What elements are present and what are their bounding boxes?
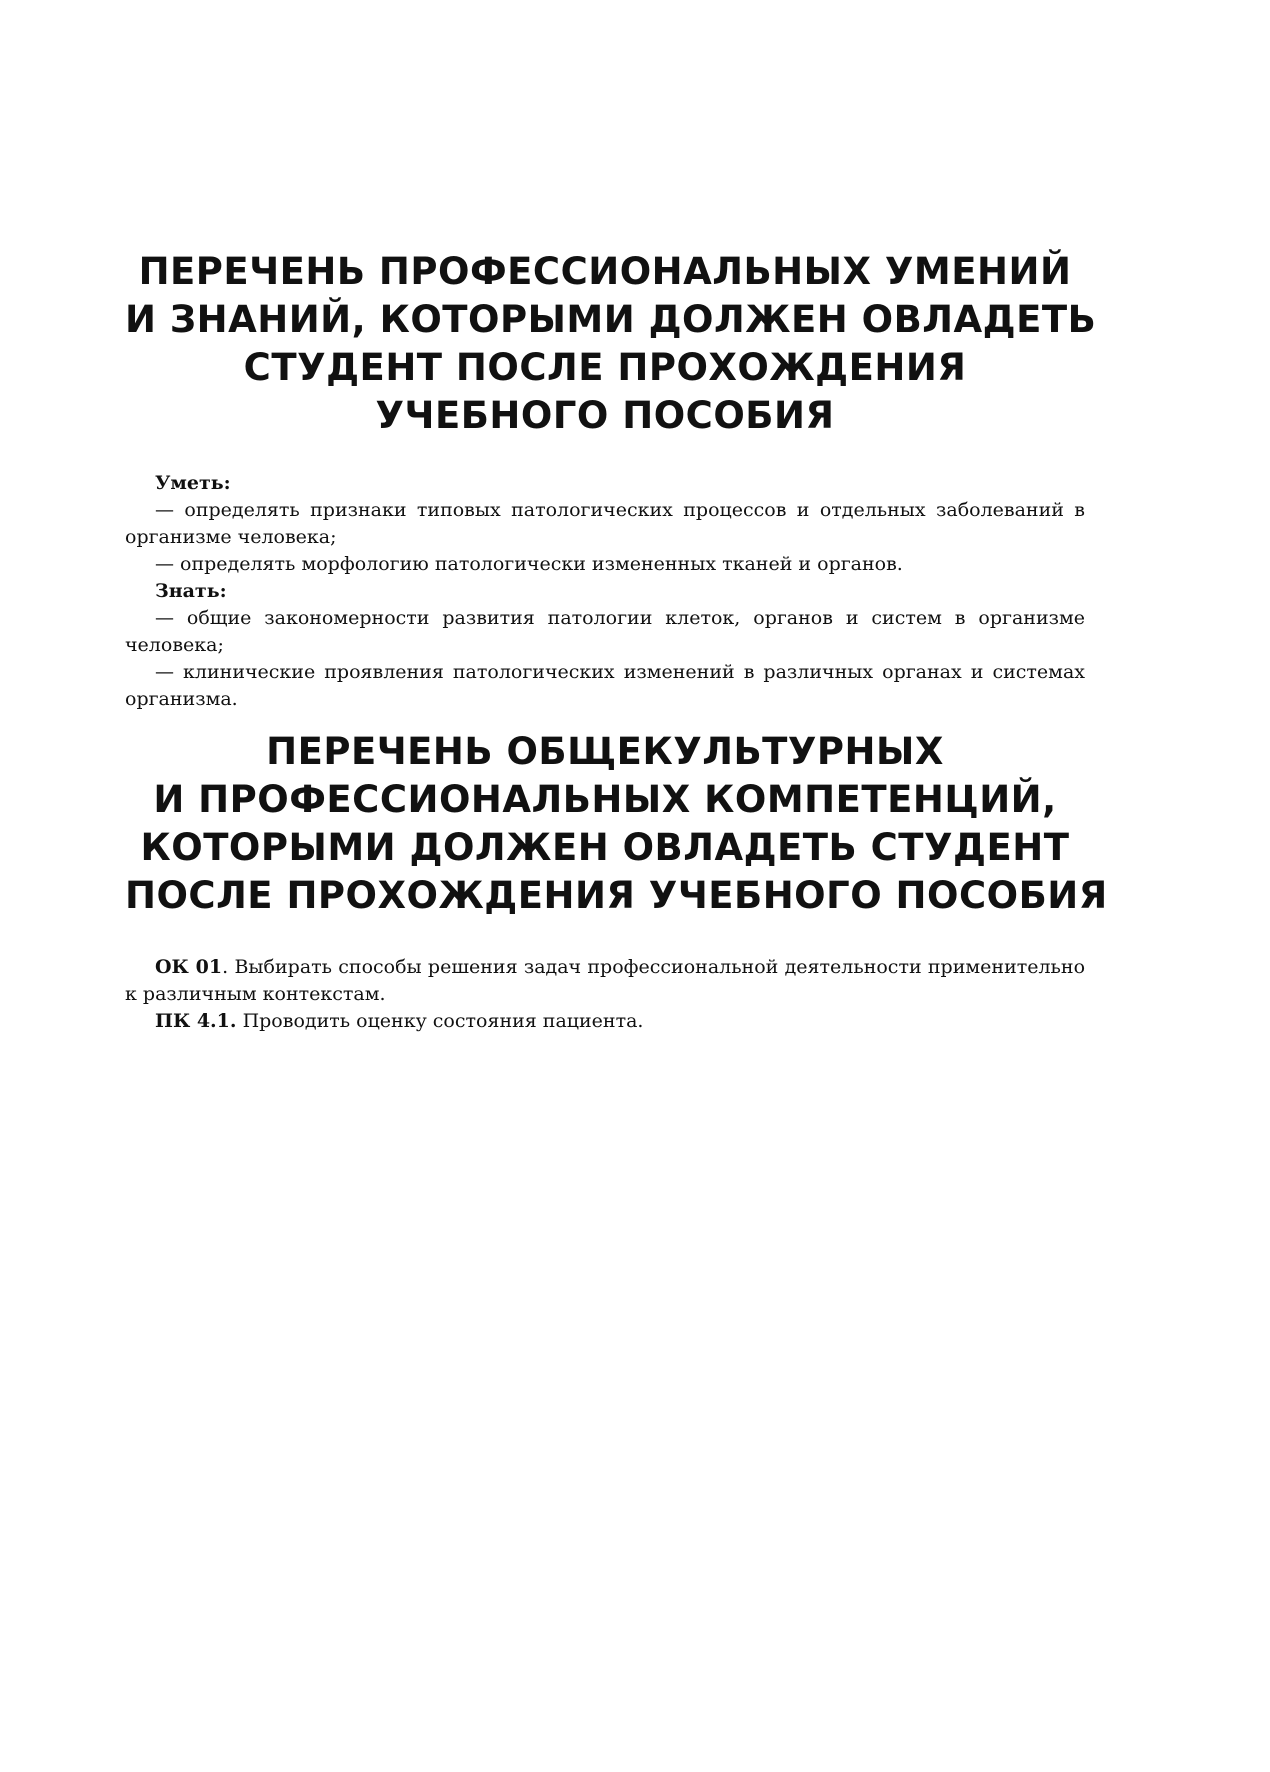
heading-line: СТУДЕНТ ПОСЛЕ ПРОХОЖДЕНИЯ <box>243 346 967 389</box>
umet-item: — определять признаки типовых патологических процессов и отдельных заболеваний в организме человека; <box>125 499 1085 548</box>
heading-line: ПОСЛЕ ПРОХОЖДЕНИЯ УЧЕБНОГО ПОСОБИЯ <box>125 874 1108 917</box>
umet-item: — определять морфологию патологически измененных тканей и органов. <box>155 553 903 575</box>
competency-separator: . <box>222 956 229 978</box>
heading-line: ПЕРЕЧЕНЬ ОБЩЕКУЛЬТУРНЫХ <box>266 730 944 773</box>
heading-line: ПЕРЕЧЕНЬ ПРОФЕССИОНАЛЬНЫХ УМЕНИЙ <box>138 250 1072 293</box>
znat-label: Знать: <box>155 580 227 602</box>
znat-item: — общие закономерности развития патологии клеток, органов и систем в организме человека; <box>125 607 1085 656</box>
heading-line: И ЗНАНИЙ, КОТОРЫМИ ДОЛЖЕН ОВЛАДЕТЬ <box>125 298 1097 341</box>
section-heading-skills <box>125 248 1097 440</box>
znat-item: — клинические проявления патологических изменений в различных органах и системах организма. <box>125 661 1085 710</box>
competencies-list <box>125 954 1085 1035</box>
competency-text: Проводить оценку состояния пациента. <box>236 1010 644 1032</box>
document-page <box>125 0 1108 1772</box>
heading-line: И ПРОФЕССИОНАЛЬНЫХ КОМПЕТЕНЦИЙ, <box>153 778 1057 821</box>
heading-line: УЧЕБНОГО ПОСОБИЯ <box>375 394 835 437</box>
competency-code: ПК 4.1 <box>155 1010 230 1032</box>
skills-knowledge-list <box>125 470 1085 713</box>
heading-line: КОТОРЫМИ ДОЛЖЕН ОВЛАДЕТЬ СТУДЕНТ <box>140 826 1070 869</box>
umet-label: Уметь: <box>155 472 231 494</box>
section-heading-competencies <box>125 728 1108 920</box>
competency-item <box>125 1008 1085 1035</box>
competency-separator: . <box>229 1010 237 1032</box>
competency-text: Выбирать способы решения задач профессиональной деятельности применительно к различным контекстам. <box>125 956 1086 1005</box>
competency-code: ОК 01 <box>155 956 223 978</box>
competency-item <box>125 954 1085 1008</box>
